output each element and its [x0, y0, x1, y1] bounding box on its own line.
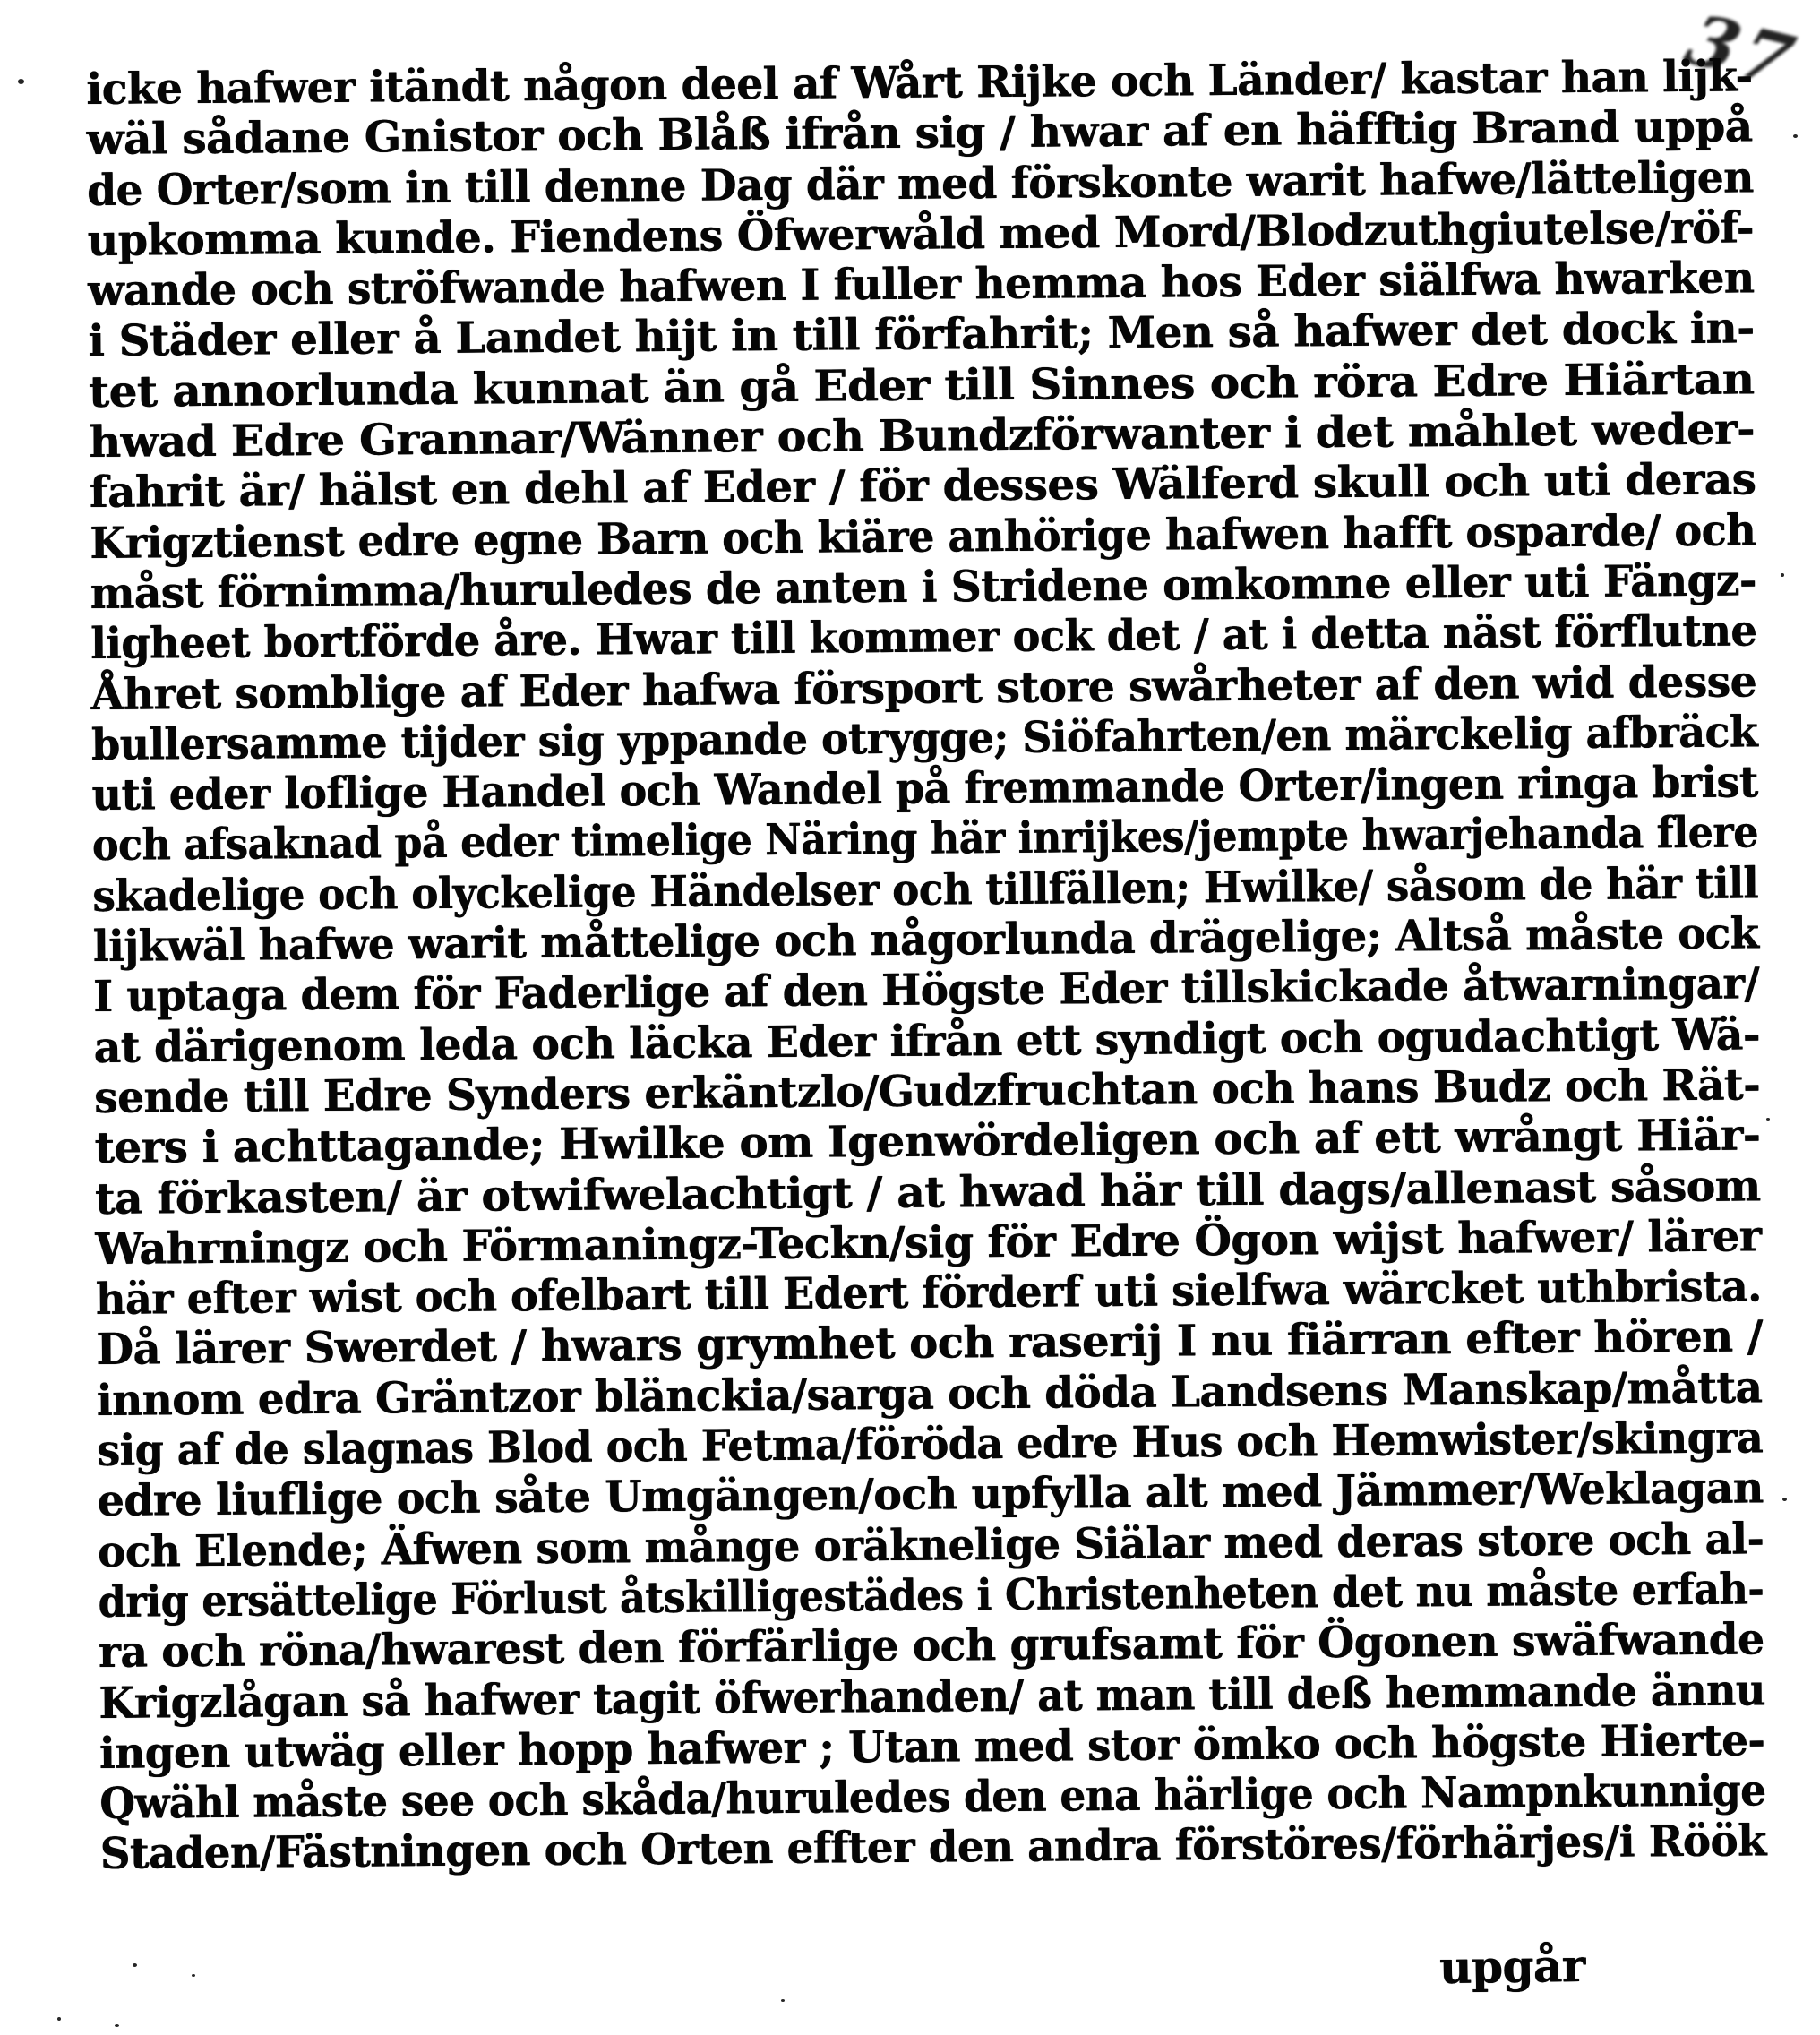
ink-speck	[1766, 1118, 1770, 1121]
text-line: ta förkasten/ är otwifwelachtigt / at hwad här till dags/allenast såsom	[94, 1160, 1761, 1224]
text-line: hwad Edre Grannar/Wänner och Bundzförwanter i det måhlet weder-	[89, 404, 1756, 468]
text-line: måst förnimma/huruledes de anten i Stridene omkomne eller uti Fängz-	[90, 555, 1756, 619]
text-line: ligheet bortförde åre. Hwar till kommer ock det / at i detta näst förflutne	[90, 605, 1757, 670]
text-line: at därigenom leda och läcka Eder ifrån ett syndigt och ogudachtigt Wä-	[93, 1009, 1760, 1073]
text-line: fahrit är/ hälst en dehl af Eder / för desses Wälferd skull och uti deras	[89, 454, 1756, 519]
text-line: de Orter/som in till denne Dag där med förskonte warit hafwe/lätteligen	[86, 151, 1754, 216]
text-line: Åhret somblige af Eder hafwa försport store swårheter af den wid desse	[90, 656, 1757, 720]
text-line: Qwähl måste see och skåda/huruledes den ena härlige och Nampnkunnige	[99, 1765, 1766, 1830]
text-line: drig ersättelige Förlust åtskilligestädes i Christenheten det nu måste erfah-	[98, 1564, 1764, 1627]
text-line: Då lärer Swerdet / hwars grymhet och raserij I nu fiärran efter hören /	[96, 1311, 1763, 1376]
ink-speck	[133, 1963, 137, 1967]
handwritten-page-number: 37	[1676, 0, 1809, 104]
ink-speck	[1793, 134, 1798, 138]
ink-speck	[192, 1974, 195, 1977]
text-line: och Elende; Äfwen som månge oräknelige Siälar med deras store och al-	[97, 1513, 1764, 1577]
ink-speck	[1782, 1498, 1787, 1501]
text-line: upkomma kunde. Fiendens Öfwerwåld med Mord/Blodzuthgiutelse/röf-	[87, 202, 1755, 266]
text-line: icke hafwer itändt någon deel af Wårt Rijke och Länder/ kastar han lijk-	[86, 51, 1753, 115]
ink-speck	[115, 2024, 119, 2027]
text-line: innom edra Gräntzor blänckia/sarga och döda Landsens Manskap/måtta	[96, 1362, 1763, 1426]
text-line: i Städer eller å Landet hijt in till förfahrit; Men så hafwer det dock in-	[88, 303, 1755, 367]
text-line: uti eder loflige Handel och Wandel på fremmande Orter/ingen ringa brist	[91, 757, 1758, 821]
text-line: Staden/Fästningen och Orten effter den andra förstöres/förhärjes/i Röök	[99, 1816, 1766, 1880]
text-line: här efter wist och ofelbart till Edert förderf uti sielfwa wärcket uthbrista.	[95, 1261, 1762, 1326]
text-line: sende till Edre Synders erkäntzlo/Gudzfruchtan och hans Budz och Rät-	[93, 1060, 1761, 1123]
text-line: sig af de slagnas Blod och Fetma/föröda edre Hus och Hemwister/skingra	[96, 1412, 1764, 1476]
text-line: tet annorlunda kunnat än gå Eder till Sinnes och röra Edre Hiärtan	[88, 354, 1755, 417]
text-line: ters i achttagande; Hwilke om Igenwördeligen och af ett wrångt Hiär-	[94, 1110, 1761, 1174]
text-line: edre liuflige och såte Umgängen/och upfylla alt med Jämmer/Weklagan	[97, 1463, 1764, 1527]
catchword: upgår	[1439, 1938, 1586, 1995]
text-line: lijkwäl hafwe warit måttelige och någorlunda drägelige; Altså måste ock	[92, 908, 1759, 973]
text-line: ingen utwäg eller hopp hafwer ; Utan med stor ömko och högste Hierte-	[99, 1715, 1765, 1779]
text-line: I uptaga dem för Faderlige af den Högste Eder tillskickade åtwarningar/	[92, 958, 1760, 1023]
text-line: Krigztienst edre egne Barn och kiäre anhörige hafwen hafft osparde/ och	[89, 505, 1756, 569]
ink-speck	[1781, 573, 1784, 577]
text-line: bullersamme tijder sig yppande otrygge; Siöfahrten/en märckelig afbräck	[90, 707, 1758, 770]
text-line: Wahrningz och Förmaningz-Teckn/sig för Edre Ögon wijst hafwer/ lärer	[95, 1211, 1762, 1275]
text-line: och afsaknad på eder timelige Näring här inrijkes/jempte hwarjehanda flere	[91, 807, 1759, 872]
text-block	[86, 51, 1766, 1879]
ink-speck	[781, 1999, 785, 2002]
ink-speck	[18, 79, 24, 84]
text-line: skadelige och olyckelige Händelser och tillfällen; Hwilke/ såsom de här till	[92, 858, 1759, 922]
text-line: wande och ströfwande hafwen I fuller hemma hos Eder siälfwa hwarken	[87, 253, 1755, 317]
text-line: ra och röna/hwarest den förfärlige och grufsamt för Ögonen swäfwande	[98, 1614, 1764, 1679]
ink-speck	[57, 2017, 61, 2021]
text-line: wäl sådane Gnistor och Blåß ifrån sig / hwar af en häfftig Brand uppå	[86, 101, 1753, 166]
text-line: Krigzlågan så hafwer tagit öfwerhanden/ at man till deß hemmande ännu	[99, 1664, 1765, 1729]
